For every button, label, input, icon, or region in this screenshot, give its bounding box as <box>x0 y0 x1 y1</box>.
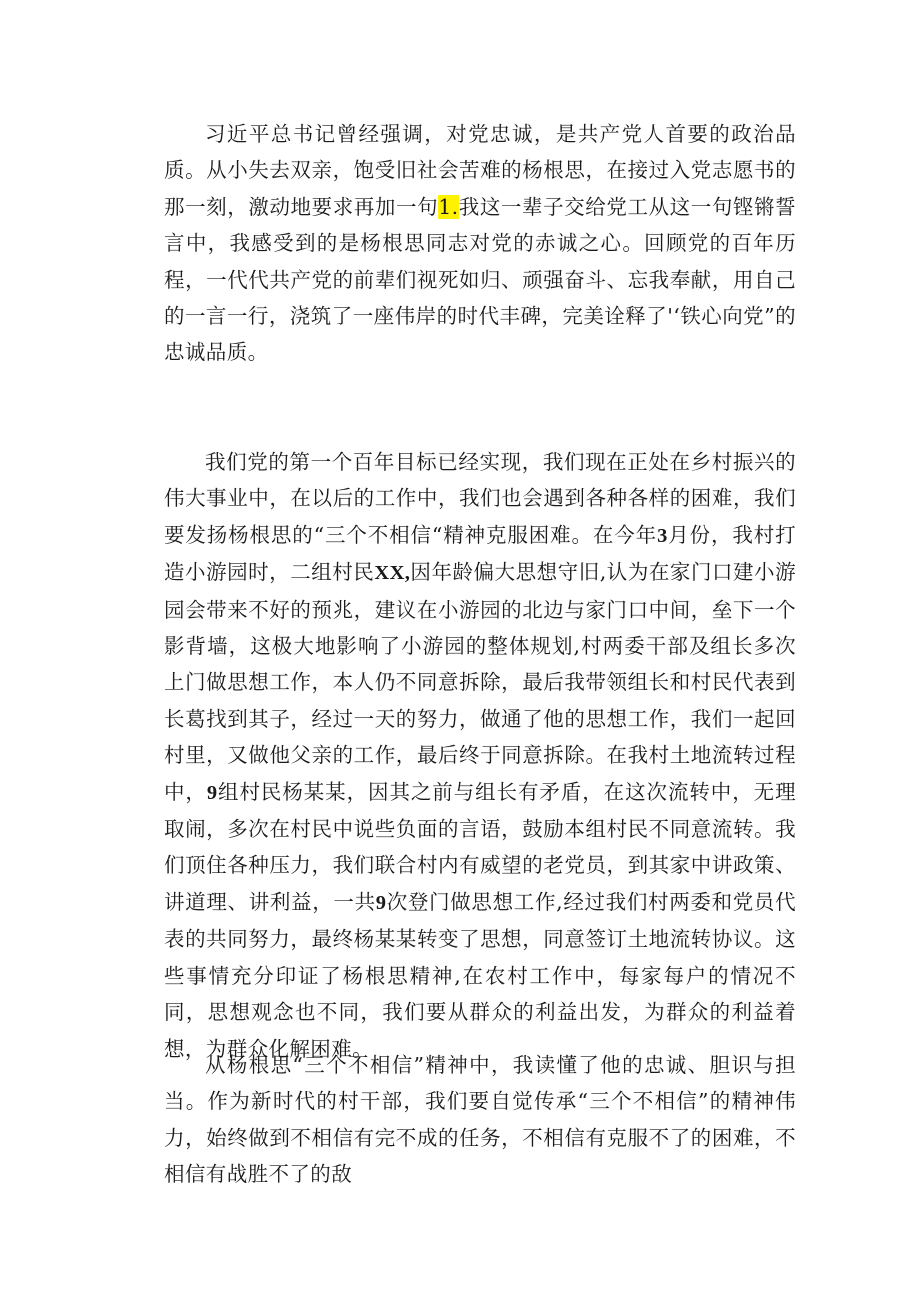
paragraph-text: 我们党的第一个百年目标已经实现，我们现在正处在乡村振兴的伟大事业中，在以后的工作中，我们也会遇到各种各样的困难，我们要发扬杨根思的“三个不相信“精神克服困难。在今年 <box>164 450 796 547</box>
paragraph-loyalty <box>164 116 796 371</box>
paragraph-text: 因年龄偏大思想守旧,认为在家门口建小游园会带来不好的预兆，建议在小游园的北边与家门口中间，垒下一个影背墙，这极大地影响了小游园的整体规划,村两委干部及组长多次上门做思想工作，本人仍不同意拆除，最后我带领组长和村民代表到长葛找到其子，经过一天的努力，做通了他的思想工作，我们一起回村里，又做他父亲的工作，最后终于同意拆除。在我村土地流转过程中， <box>164 560 796 804</box>
paragraph-text: 组村民杨某某，因其之前与组长有矛盾，在这次流转中，无理取闹，多次在村民中说些负面的言语，鼓励本组村民不同意流转。我们顶住各种压力，我们联合村内有威望的老党员，到其家中讲政策、讲道理、讲利益，一共 <box>164 779 796 914</box>
group-number: 9 <box>206 781 218 804</box>
paragraph-village-work <box>164 444 796 1067</box>
highlighted-marker: 1. <box>438 194 459 219</box>
paragraph-text: 我这一辈子交给党工从这一句铿锵誓言中，我感受到的是杨根思同志对党的赤诚之心。回顾党的百年历程，一代代共产党的前辈们视死如归、顽强奋斗、忘我奉献，用自己的一言一行，浇筑了一座伟岸的时代丰碑，完美诠释了'‘铁心向党”的忠诚品质。 <box>164 194 796 365</box>
month-number: 3 <box>657 524 668 547</box>
paragraph-text: 次登门做思想工作,经过我们村两委和党员代表的共同努力，最终杨某某转变了思想，同意签订土地流转协议。这些事情充分印证了杨根思精神,在农村工作中，每家每户的情况不同，思想观念也不同，我们要从群众的利益出发，为群众的利益着想，为群众化解困难。 <box>164 889 797 1061</box>
paragraph-text: 习近平总书记曾经强调，对党忠诚，是共产党人首要的政治品质。从小失去双亲，饱受旧社会苦难的杨根思，在接过入党志愿书的那一刻，激动地要求再加一句 <box>164 122 796 219</box>
paragraph-three-disbeliefs <box>164 1047 796 1193</box>
visit-count: 9 <box>375 891 387 914</box>
paragraph-text: 从杨根思“三个不相信”精神中，我读懂了他的忠诚、胆识与担当。作为新时代的村干部，我们要自觉传承“三个不相信”的精神伟力，始终做到不相信有完不成的任务，不相信有克服不了的困难，不相信有战胜不了的敌 <box>164 1053 796 1187</box>
paragraph-text: 月份，我村打造小游园时，二组村民 <box>164 522 796 585</box>
villager-name-placeholder: XX, <box>374 562 411 585</box>
